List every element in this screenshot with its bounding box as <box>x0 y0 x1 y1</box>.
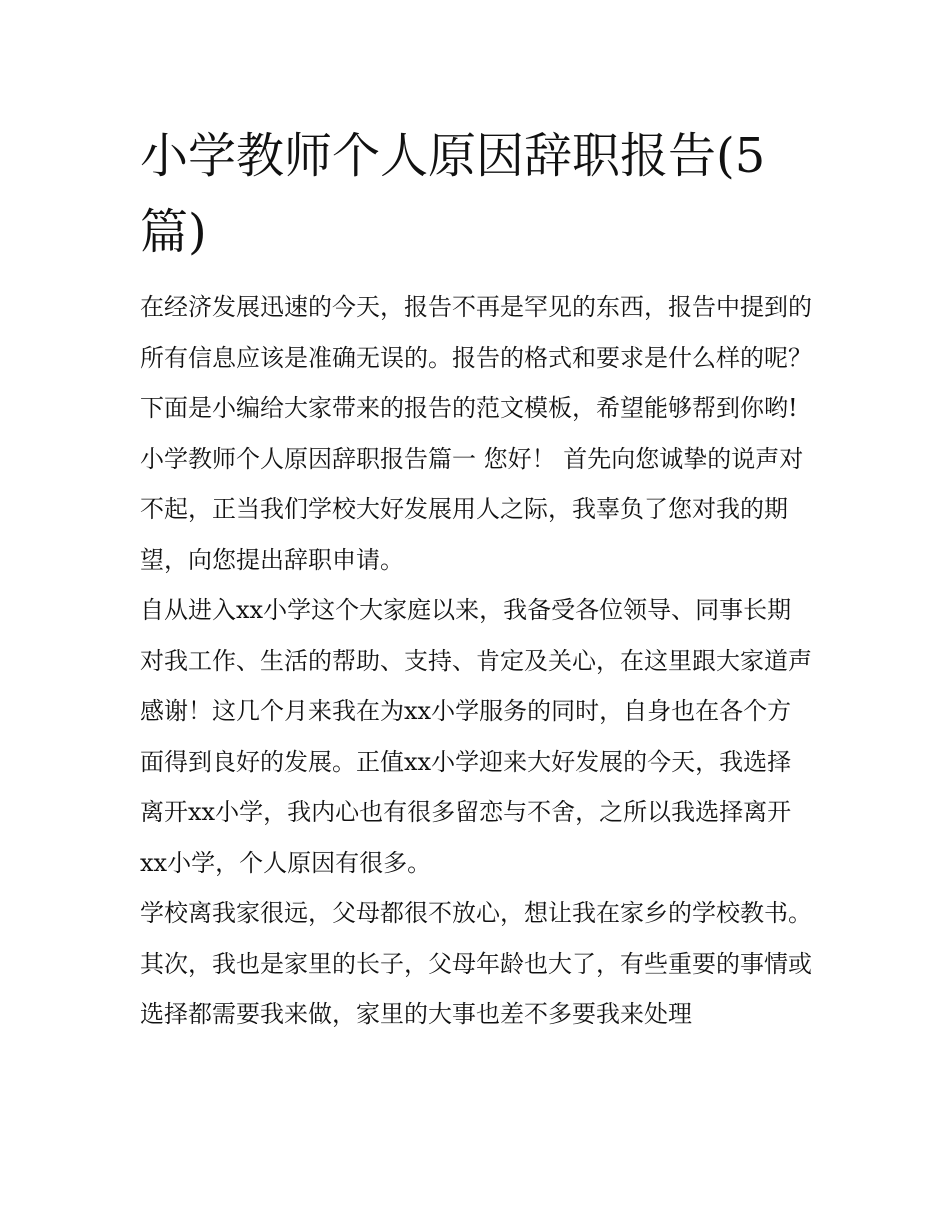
paragraph-opening: 小学教师个人原因辞职报告篇一 您好！ 首先向您诚挚的说声对不起，正当我们学校大好发展用人之际，我辜负了您对我的期望，向您提出辞职申请。 <box>140 444 804 574</box>
paragraph-gratitude: 自从进入xx小学这个大家庭以来，我备受各位领导、同事长期对我工作、生活的帮助、支持、肯定及关心，在这里跟大家道声感谢！这几个月来我在为xx小学服务的同时，自身也在各个方面得到良好的发展。正值xx小学迎来大好发展的今天，我选择离开xx小学，我内心也有很多留恋与不舍，之所以我选择离开xx小学，个人原因有很多。 <box>140 596 812 877</box>
paragraph-reasons: 学校离我家很远，父母都很不放心，想让我在家乡的学校教书。其次，我也是家里的长子，父母年龄也大了，有些重要的事情或选择都需要我来做，家里的大事也差不多要我来处理 <box>140 899 812 1028</box>
document-body <box>140 118 812 1040</box>
document-title: 小学教师个人原因辞职报告(5篇) <box>140 128 766 260</box>
paragraph-intro: 在经济发展迅速的今天，报告不再是罕见的东西，报告中提到的所有信息应该是准确无误的。报告的格式和要求是什么样的呢？下面是小编给大家带来的报告的范文模板，希望能够帮到你哟! <box>140 293 812 422</box>
